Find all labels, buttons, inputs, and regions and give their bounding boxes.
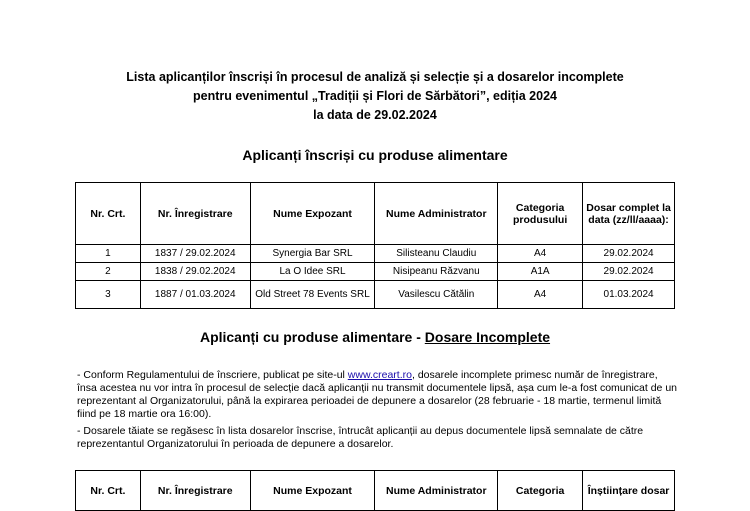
table-header-row [76,471,675,511]
table-row [76,281,675,309]
col-header-registration: Nr. Înregistrare [140,471,250,511]
cell-administrator: Vasilescu Cătălin [375,281,498,309]
cell-nr: 2 [76,263,141,281]
col-header-notification: Înștiințare dosar [583,471,675,511]
col-header-category: Categoria produsului [498,183,583,245]
paragraph-struck-files: - Dosarele tăiate se regăsesc în lista dosarelor înscrise, întrucât aplicanții au depus documentele lipsă semnalate de către reprezentantul Organizatorului în perioada de depunere a dosarelor. [77,425,644,450]
cell-complete-date: 29.02.2024 [583,245,675,263]
cell-exhibitor: Old Street 78 Events SRL [250,281,375,309]
col-header-nr: Nr. Crt. [76,471,141,511]
incomplete-files-table [75,470,675,511]
cell-complete-date: 29.02.2024 [583,263,675,281]
col-header-exhibitor: Nume Expozant [250,183,375,245]
table-row [76,263,675,281]
cell-registration: 1837 / 29.02.2024 [140,245,250,263]
enrolled-applicants-table [75,182,675,309]
section-title-underlined: Dosare Incomplete [424,329,551,345]
title-line-2: pentru evenimentul „Tradiții și Flori de Sărbători”, ediția 2024 [193,89,557,103]
cell-administrator: Silisteanu Claudiu [375,245,498,263]
paragraph-rules [77,369,677,421]
section-title-enrolled: Aplicanți înscriși cu produse alimentare [242,147,508,163]
cell-administrator: Nisipeanu Răzvanu [375,263,498,281]
cell-nr: 1 [76,245,141,263]
col-header-complete-date: Dosar complet la data (zz/ll/aaaa): [583,183,675,245]
paragraph-rules-start: - Conform Regulamentului de înscriere, publicat pe site-ul [77,369,348,381]
col-header-nr: Nr. Crt. [76,183,141,245]
website-link[interactable]: www.creart.ro [347,369,412,381]
cell-category: A4 [498,281,583,309]
section-title-incomplete [0,329,750,345]
document-title [0,68,750,125]
title-line-3: la data de 29.02.2024 [313,108,437,122]
cell-registration: 1887 / 01.03.2024 [140,281,250,309]
cell-category: A4 [498,245,583,263]
section-title-prefix: Aplicanți cu produse alimentare - [199,329,425,345]
cell-registration: 1838 / 29.02.2024 [140,263,250,281]
col-header-exhibitor: Nume Expozant [250,471,375,511]
col-header-registration: Nr. Înregistrare [140,183,250,245]
cell-category: A1A [498,263,583,281]
cell-complete-date: 01.03.2024 [583,281,675,309]
cell-nr: 3 [76,281,141,309]
table-row [76,245,675,263]
cell-exhibitor: Synergia Bar SRL [250,245,375,263]
col-header-administrator: Nume Administrator [375,471,498,511]
paragraph-rules-end: , dosarele incomplete primesc număr de înregistrare, însa acestea nu vor intra în procesul de selecție dacă aplicanții nu transmit documentele lipsă, așa cum le-a fost comunicat de un reprezentant al Organizatorului, până la expirarea perioadei de depunere a dosarelor (28 februarie - 18 martie, termenul limită fiind pe 18 martie ora 16:00). [77,369,677,420]
table-header-row [76,183,675,245]
col-header-administrator: Nume Administrator [375,183,498,245]
title-line-1: Lista aplicanților înscriși în procesul de analiză și selecție și a dosarelor incomplete [126,70,624,84]
cell-exhibitor: La O Idee SRL [250,263,375,281]
col-header-category: Categoria [498,471,583,511]
